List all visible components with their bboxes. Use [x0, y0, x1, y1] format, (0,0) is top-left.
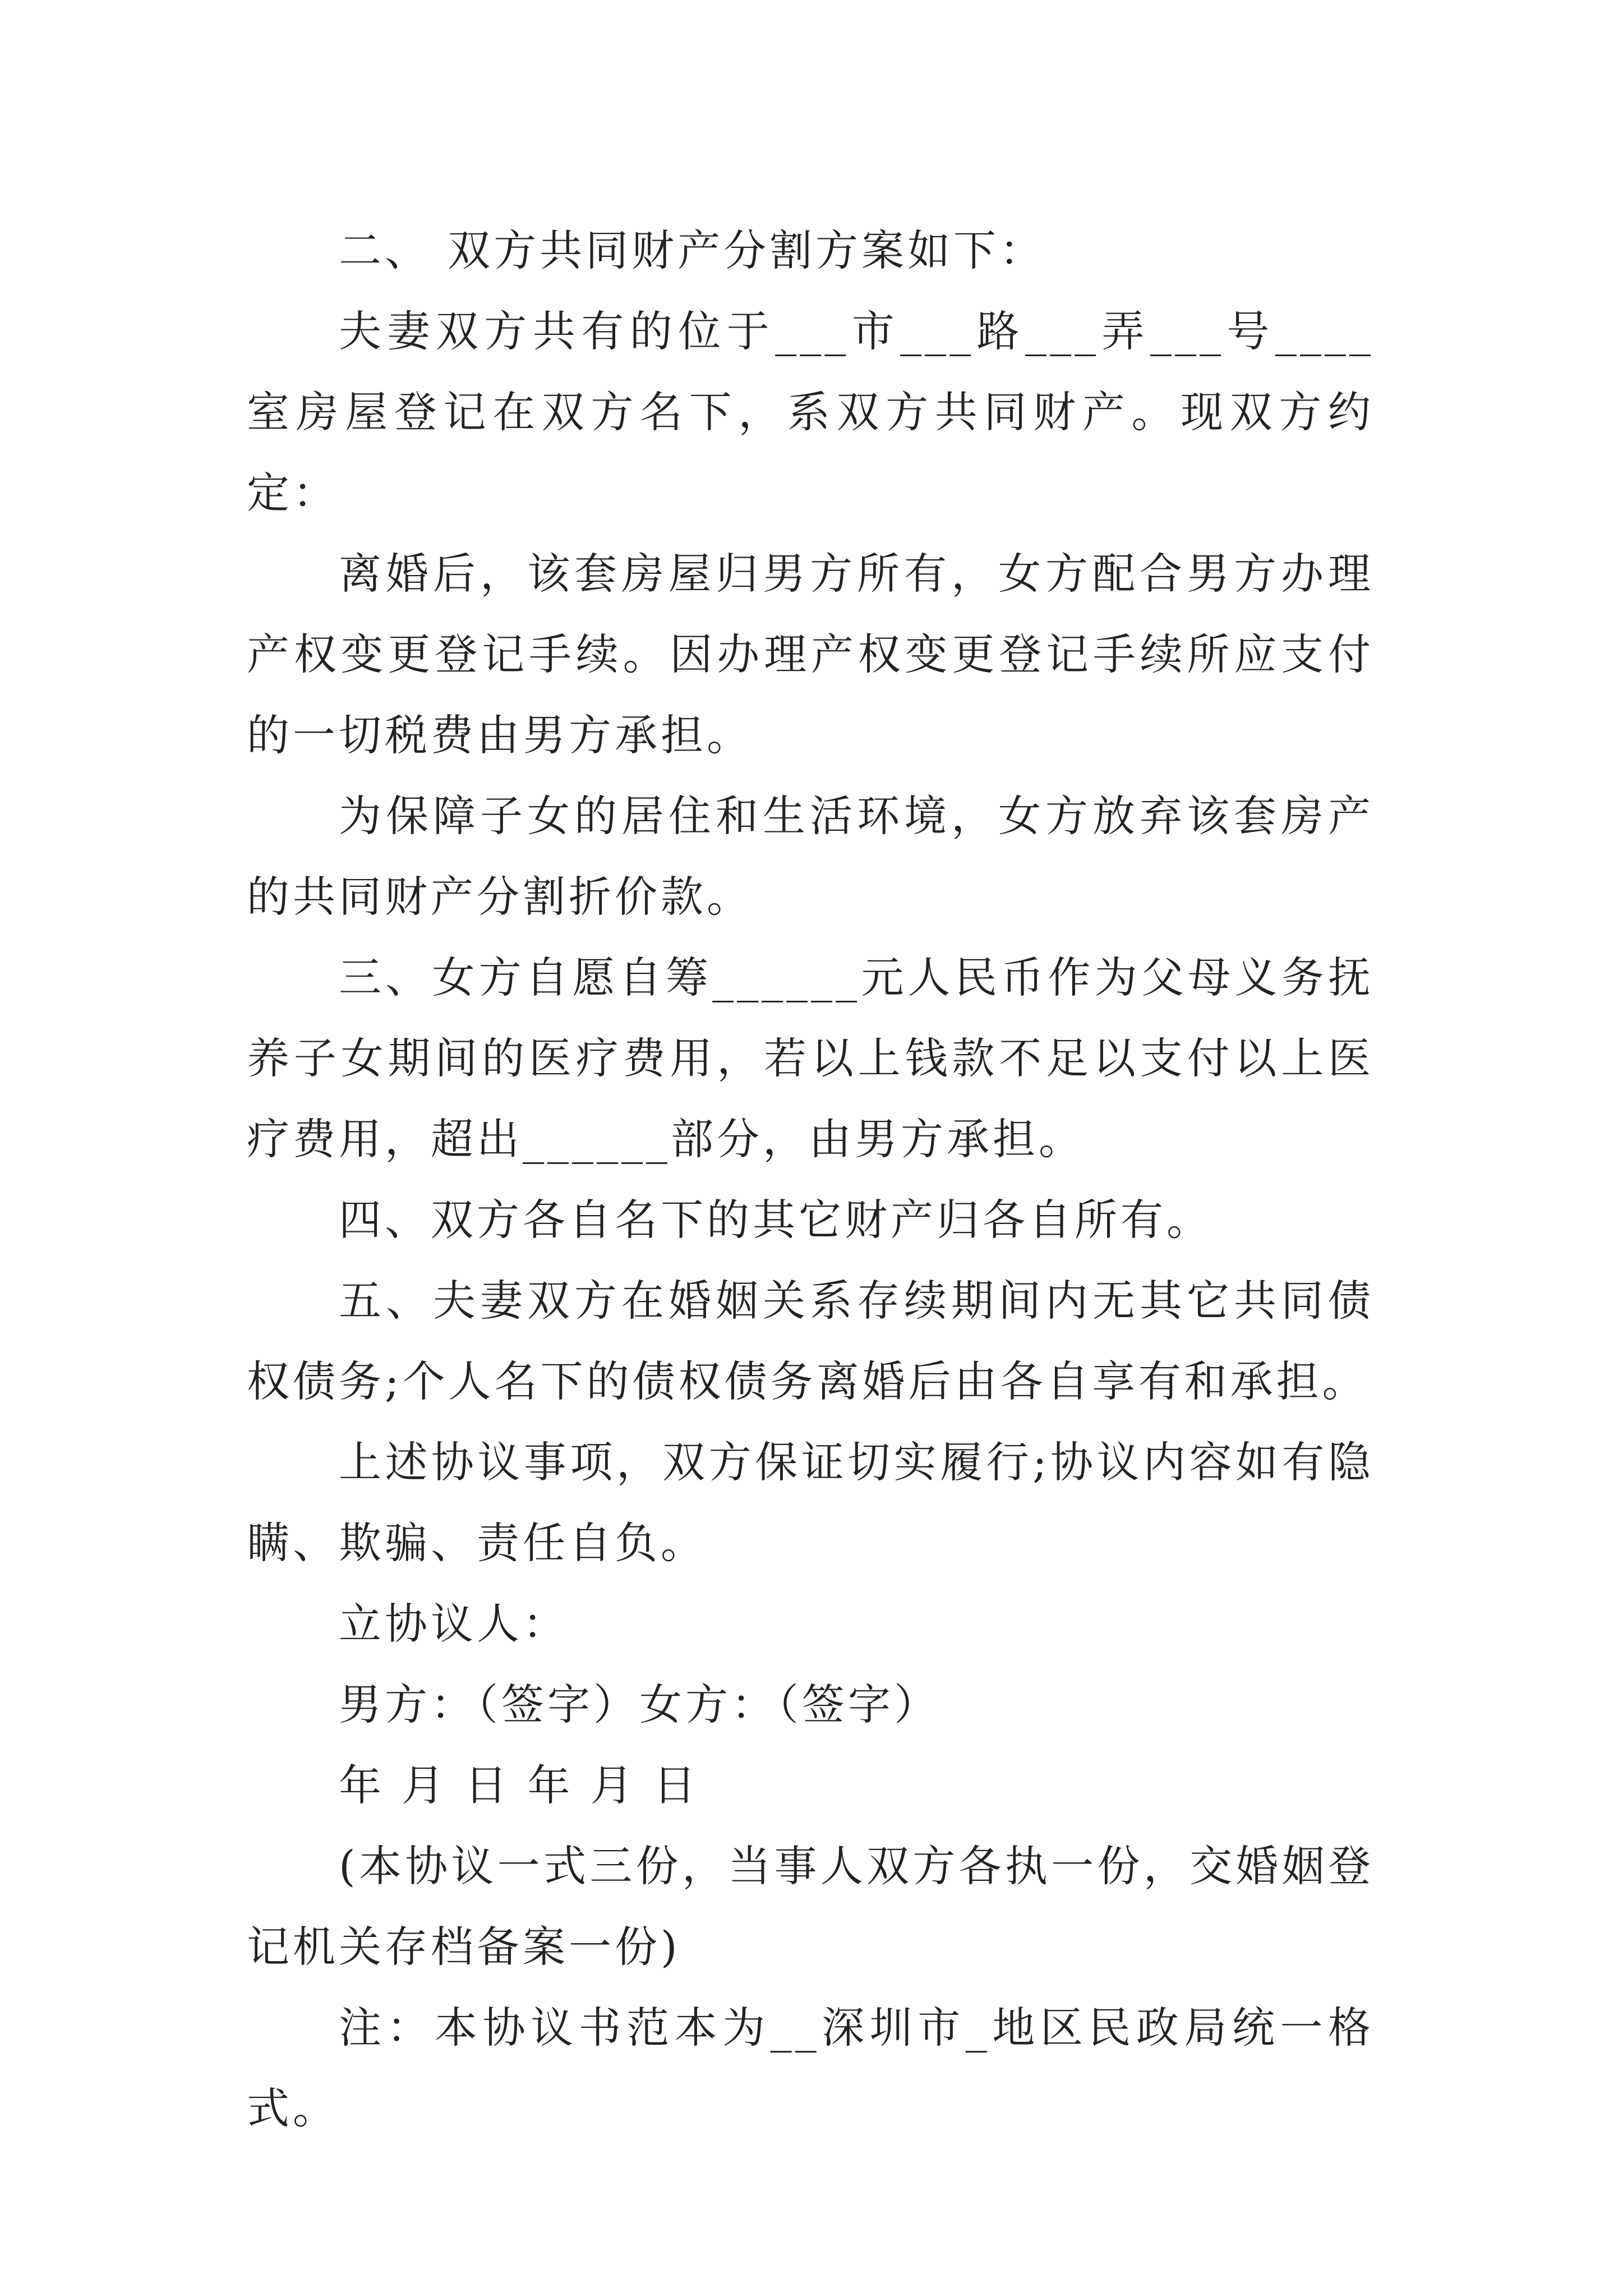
guarantee-paragraph: 上述协议事项，双方保证切实履行;协议内容如有隐瞒、欺骗、责任自负。 — [247, 1437, 1374, 1568]
property-waiver-paragraph: 为保障子女的居住和生活环境，女方放弃该套房产的共同财产分割折价款。 — [247, 791, 1374, 922]
document-body — [247, 210, 1374, 2149]
property-ownership-paragraph: 离婚后，该套房屋归男方所有，女方配合男方办理产权变更登记手续。因办理产权变更登记手续所应支付的一切税费由男方承担。 — [247, 549, 1374, 760]
section-3-medical-paragraph: 三、女方自愿自筹______元人民币作为父母义务抚养子女期间的医疗费用，若以上钱款不足以支付以上医疗费用，超出______部分，由男方承担。 — [247, 953, 1374, 1164]
signatories-label: 立协议人： — [339, 1599, 569, 1649]
date-line: 年 月 日 年 月 日 — [339, 1760, 699, 1810]
template-note: 注：本协议书范本为__深圳市_地区民政局统一格式。 — [247, 2003, 1374, 2133]
section-4-paragraph: 四、双方各自名下的其它财产归各自所有。 — [339, 1195, 1212, 1245]
section-5-paragraph: 五、夫妻双方在婚姻关系存续期间内无其它共同债权债务;个人名下的债权债务离婚后由各自享有和承担。 — [247, 1276, 1374, 1406]
section-2-heading: 二、 双方共同财产分割方案如下： — [339, 226, 1046, 275]
copies-note: (本协议一式三份，当事人双方各执一份，交婚姻登记机关存档备案一份) — [247, 1841, 1374, 1972]
signature-line: 男方：（签字）女方：（签字） — [339, 1680, 940, 1729]
property-location-paragraph: 夫妻双方共有的位于___市___路___弄___号____室房屋登记在双方名下，系双方共同财产。现双方约定： — [247, 306, 1374, 518]
